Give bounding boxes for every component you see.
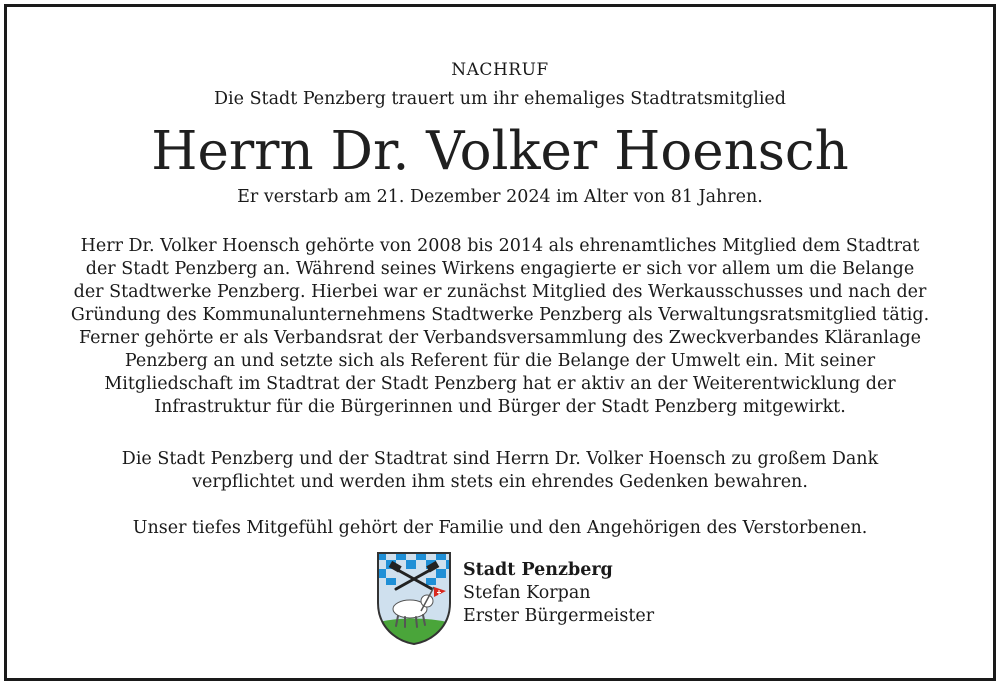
gratitude-paragraph: Die Stadt Penzberg und der Stadtrat sind Herrn Dr. Volker Hoensch zu großem Dank verpflichtet und werden ihm stets ein ehrendes Gedenken bewahren. xyxy=(121,449,879,492)
signature-title: Erster Bürgermeister xyxy=(463,606,655,626)
notice-intro: Die Stadt Penzberg trauert um ihr ehemaliges Stadtratsmitglied xyxy=(214,89,786,109)
signature-organization: Stadt Penzberg xyxy=(463,560,613,580)
biography-paragraph: Herr Dr. Volker Hoensch gehörte von 2008 bis 2014 als ehrenamtliches Mitglied dem Stadtrat der Stadt Penzberg an. Während seines Wirkens engagierte er sich vor allem um die Belange der Stadtwerke Penzberg. Hierbei war er zunächst Mitglied des Werkausschusses und nach der Gründung des Kommunalunternehmens Stadtwerke Penzberg als Verwaltungsratsmitglied tätig. Ferner gehörte er als Verbandsrat der Verbandsversammlung des Zweckverbandes Kläranlage Penzberg an und setzte sich als Referent für die Belange der Umwelt ein. Mit seiner Mitgliedschaft im Stadtrat der Stadt Penzberg hat er aktiv an der Weiterentwicklung der Infrastruktur für die Bürgerinnen und Bürger der Stadt Penzberg mitgewirkt. xyxy=(70,236,930,417)
notice-kicker: NACHRUF xyxy=(451,60,549,80)
penzberg-coat-of-arms-icon xyxy=(376,551,452,646)
deceased-name: Herrn Dr. Volker Hoensch xyxy=(151,121,849,182)
death-line: Er verstarb am 21. Dezember 2024 im Alter von 81 Jahren. xyxy=(237,187,763,207)
signature-block xyxy=(376,551,676,646)
condolence-paragraph: Unser tiefes Mitgefühl gehört der Familie und den Angehörigen des Verstorbenen. xyxy=(132,518,868,538)
signature-person: Stefan Korpan xyxy=(463,583,591,603)
signature-text xyxy=(463,559,654,628)
